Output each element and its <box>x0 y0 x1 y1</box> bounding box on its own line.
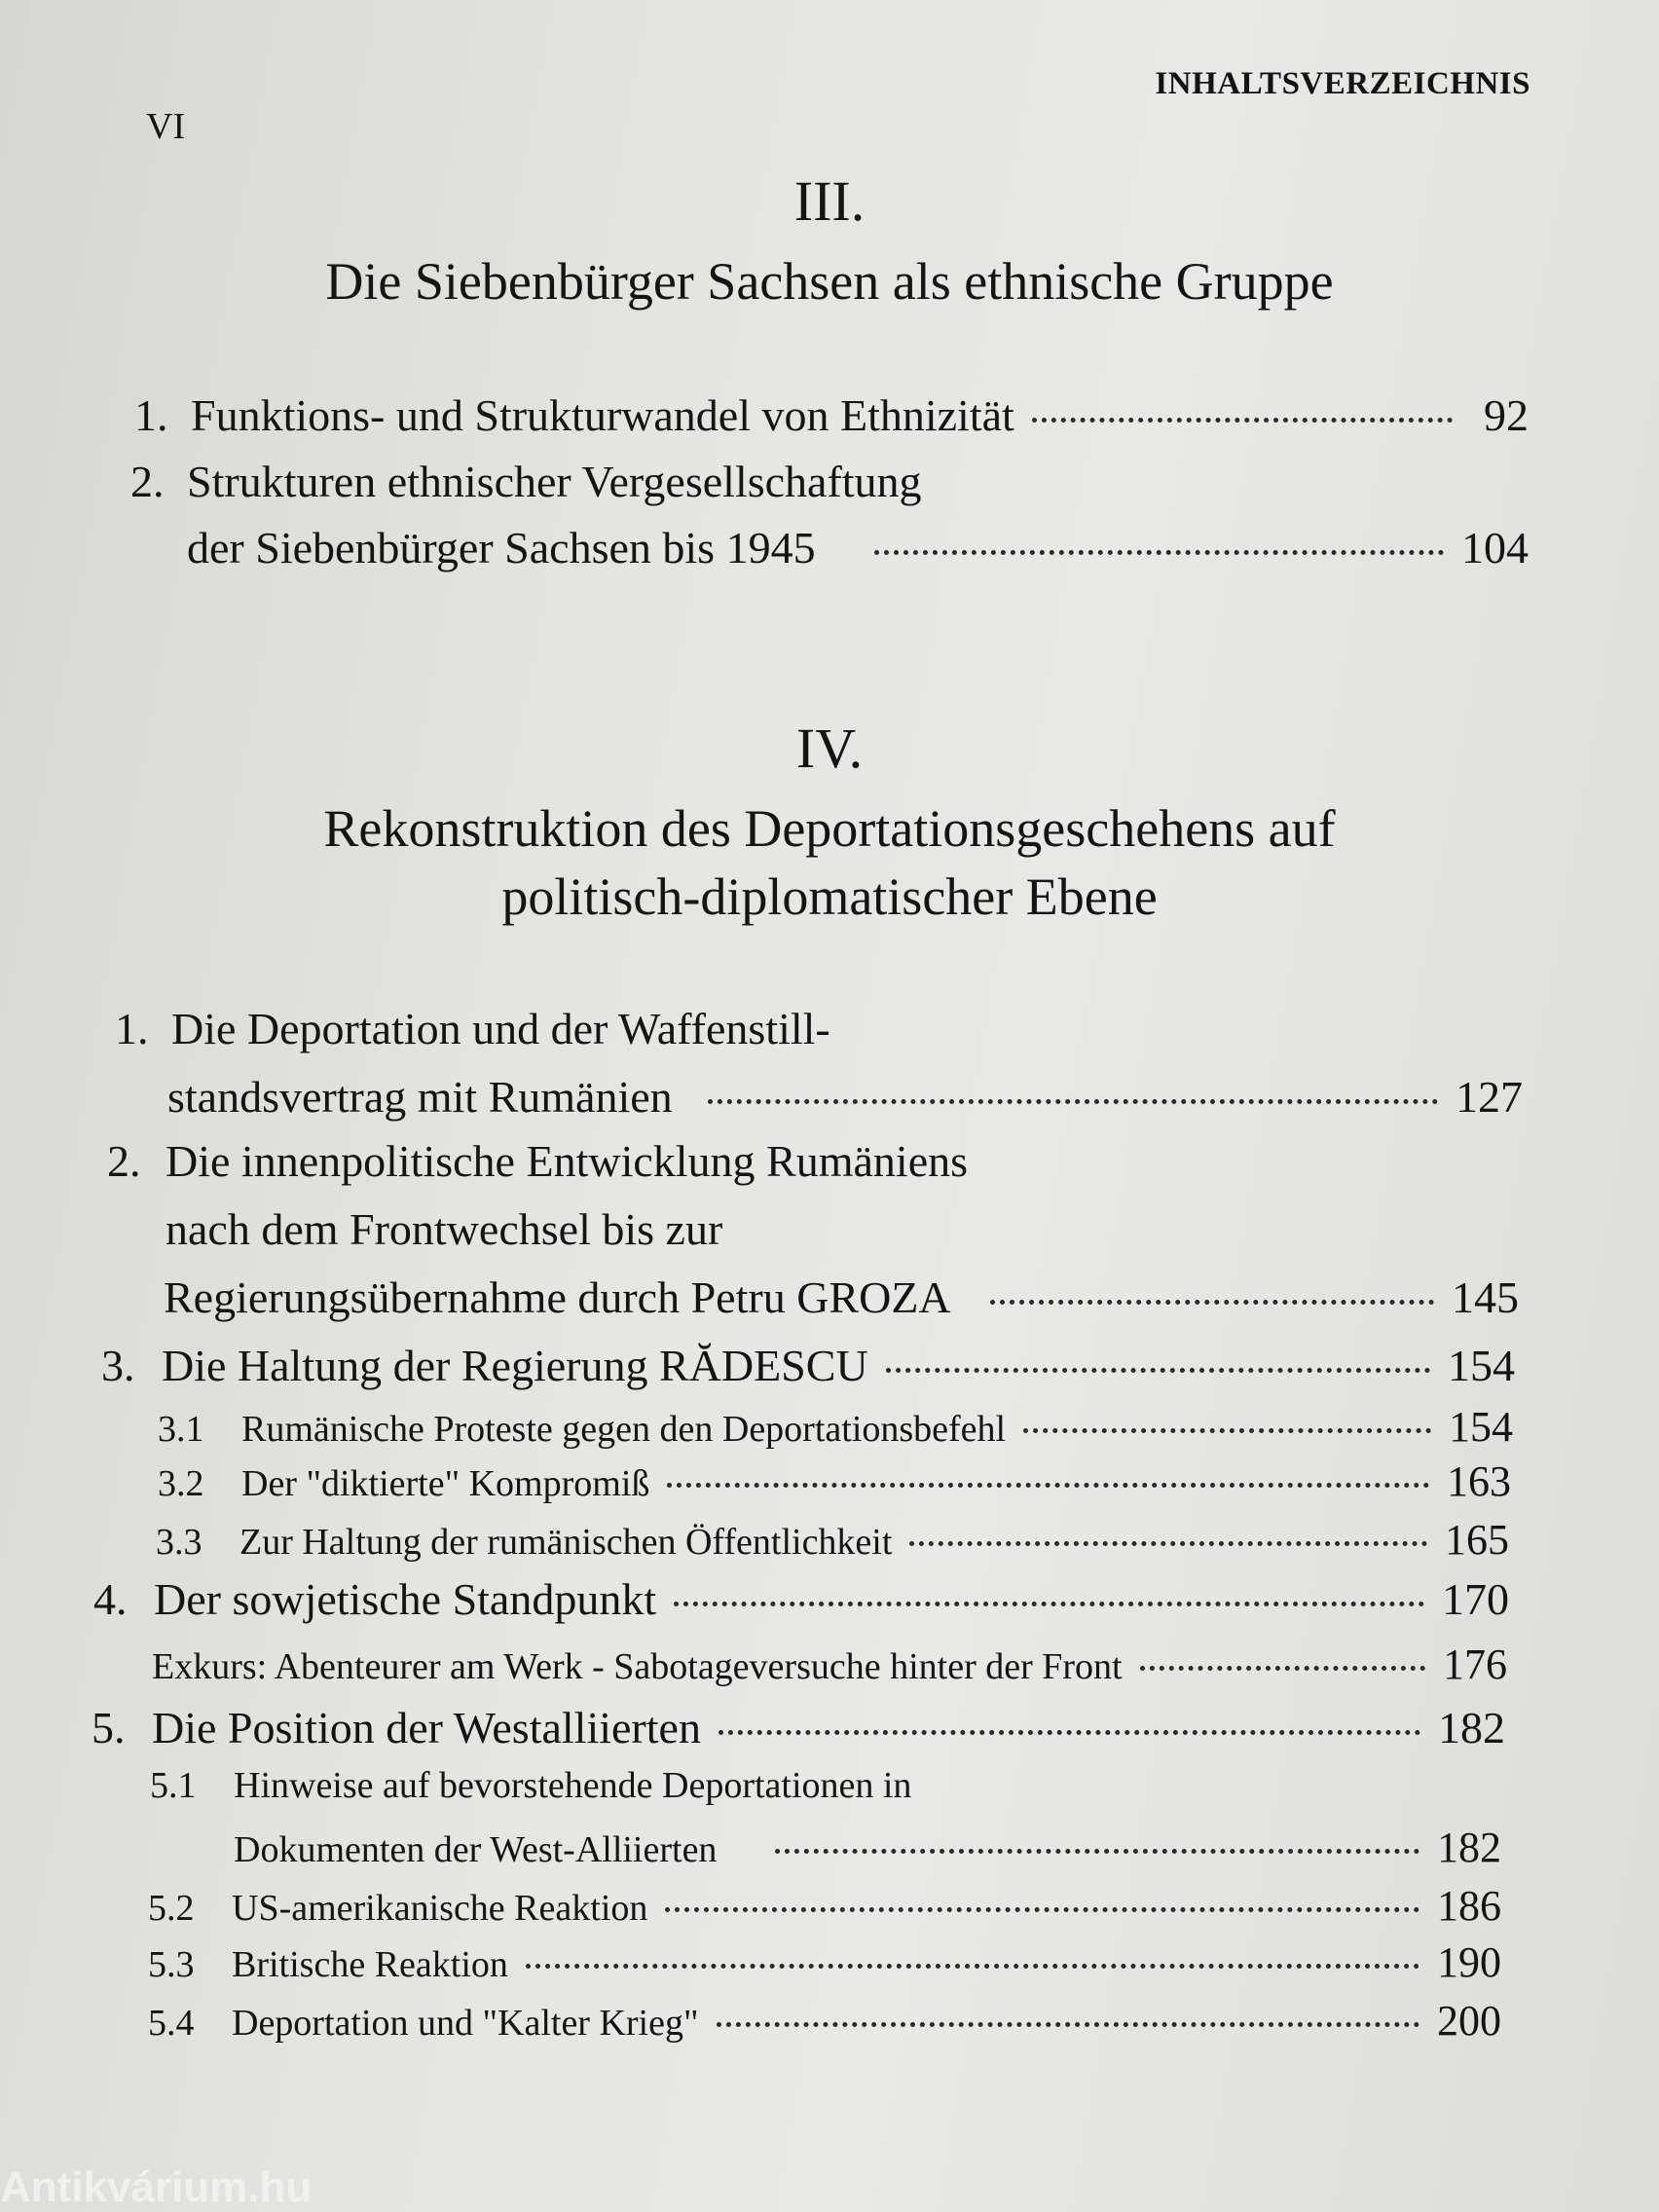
part-4-title-line-1: Rekonstruktion des Deportationsgeschehens auf <box>323 799 1336 858</box>
leader-dots <box>526 1963 1419 1969</box>
toc-entry <box>187 522 1529 573</box>
entry-number: 5.3 <box>148 1944 195 1985</box>
toc-entry <box>152 1640 1507 1689</box>
toc-entry <box>134 389 1529 441</box>
entry-title: Deportation und "Kalter Krieg" <box>232 2003 699 2044</box>
watermark-text: Antikvárium.hu <box>0 2163 313 2211</box>
leader-dots <box>667 1482 1429 1488</box>
entry-page: 200 <box>1437 1997 1501 2045</box>
toc-entry-line <box>130 456 922 507</box>
entry-title: Die Haltung der Regierung RĂDESCU <box>162 1341 868 1390</box>
toc-entry-line <box>150 1764 911 1807</box>
entry-title: Die innenpolitische Entwicklung Rumäniens <box>166 1136 969 1186</box>
entry-number: 5. <box>92 1703 126 1752</box>
entry-title: Exkurs: Abenteurer am Werk - Sabotageversuche hinter der Front <box>152 1646 1123 1687</box>
entry-page: 182 <box>1437 1824 1501 1871</box>
leader-dots <box>665 1906 1419 1912</box>
toc-entry <box>156 1515 1509 1565</box>
leader-dots <box>990 1299 1434 1305</box>
entry-title: US-amerikanische Reaktion <box>232 1888 648 1929</box>
entry-number: 2. <box>107 1136 141 1186</box>
entry-page: 154 <box>1449 1403 1513 1451</box>
leader-dots <box>708 1098 1438 1104</box>
toc-entry <box>148 1937 1501 1987</box>
leader-dots <box>1032 417 1453 423</box>
entry-title: Rumänische Proteste gegen den Deportationsbefehl <box>241 1409 1007 1450</box>
entry-page: 165 <box>1445 1516 1509 1564</box>
toc-entry <box>92 1702 1505 1753</box>
entry-title: standsvertrag mit Rumänien <box>167 1072 673 1122</box>
entry-page: 92 <box>1484 390 1529 440</box>
entry-number: 5.2 <box>148 1888 195 1929</box>
toc-entry <box>158 1402 1513 1452</box>
leader-dots <box>719 1729 1420 1735</box>
entry-number: 3.2 <box>158 1463 204 1504</box>
part-3-heading <box>0 169 1659 315</box>
toc-entry <box>167 1071 1523 1123</box>
toc-entry-line <box>115 1003 830 1054</box>
entry-page: 145 <box>1452 1272 1519 1322</box>
toc-entry-line <box>107 1135 968 1187</box>
entry-title: Funktions- und Strukturwandel von Ethnizität <box>191 390 1014 440</box>
toc-entry <box>234 1823 1501 1872</box>
entry-title: der Siebenbürger Sachsen bis 1945 <box>187 523 816 572</box>
entry-title: Regierungsübernahme durch Petru GROZA <box>164 1272 951 1322</box>
leader-dots <box>717 2021 1420 2027</box>
entry-number: 4. <box>93 1574 128 1624</box>
page-number: VI <box>146 106 186 147</box>
entry-number: 5.4 <box>148 2003 195 2044</box>
leader-dots <box>909 1540 1427 1546</box>
entry-page: 186 <box>1437 1882 1501 1930</box>
entry-number: 2. <box>130 457 165 506</box>
entry-page: 170 <box>1442 1574 1509 1624</box>
part-4-title-line-2: politisch-diplomatischer Ebene <box>501 867 1158 927</box>
entry-page: 104 <box>1461 523 1529 572</box>
toc-entry <box>148 1881 1501 1931</box>
entry-title: Die Position der Westalliierten <box>152 1703 701 1752</box>
entry-title: Strukturen ethnischer Vergesellschaftung <box>187 457 922 506</box>
leader-dots <box>886 1367 1430 1373</box>
part-4-heading <box>0 717 1659 931</box>
leader-dots <box>775 1848 1419 1854</box>
entry-page: 127 <box>1456 1072 1523 1122</box>
running-head: INHALTSVERZEICHNIS <box>1155 66 1530 101</box>
entry-page: 182 <box>1438 1703 1505 1752</box>
entry-number: 3.3 <box>156 1522 203 1563</box>
entry-page: 163 <box>1447 1457 1511 1505</box>
entry-page: 190 <box>1437 1938 1501 1986</box>
entry-number: 3.1 <box>158 1409 204 1450</box>
entry-number: 1. <box>115 1004 149 1053</box>
entry-title: Der sowjetische Standpunkt <box>154 1574 657 1624</box>
toc-entry <box>148 1996 1501 2046</box>
entry-title: Die Deportation und der Waffenstill- <box>171 1004 830 1053</box>
part-3-numeral: III. <box>793 169 866 233</box>
leader-dots <box>1140 1665 1425 1671</box>
toc-entry-line <box>166 1203 722 1255</box>
leader-dots <box>674 1601 1424 1606</box>
entry-title: Zur Haltung der rumänischen Öffentlichkeit <box>240 1522 893 1563</box>
entry-page: 154 <box>1448 1341 1515 1390</box>
toc-entry <box>158 1456 1511 1506</box>
entry-number: 5.1 <box>150 1765 197 1806</box>
toc-entry <box>93 1573 1509 1625</box>
part-3-title: Die Siebenbürger Sachsen als ethnische Gruppe <box>325 252 1334 311</box>
leader-dots <box>874 549 1444 555</box>
entry-page: 176 <box>1443 1641 1507 1688</box>
entry-title: Der "diktierte" Kompromiß <box>241 1463 650 1504</box>
entry-title: Britische Reaktion <box>232 1944 508 1985</box>
toc-entry <box>164 1272 1519 1323</box>
entry-number: 1. <box>134 390 168 440</box>
leader-dots <box>1023 1427 1431 1433</box>
entry-title: nach dem Frontwechsel bis zur <box>166 1204 723 1254</box>
part-4-numeral: IV. <box>795 717 864 780</box>
entry-number: 3. <box>101 1341 135 1390</box>
entry-title: Hinweise auf bevorstehende Deportationen in <box>234 1765 912 1806</box>
entry-title: Dokumenten der West-Alliierten <box>234 1829 718 1870</box>
toc-entry <box>101 1340 1515 1391</box>
